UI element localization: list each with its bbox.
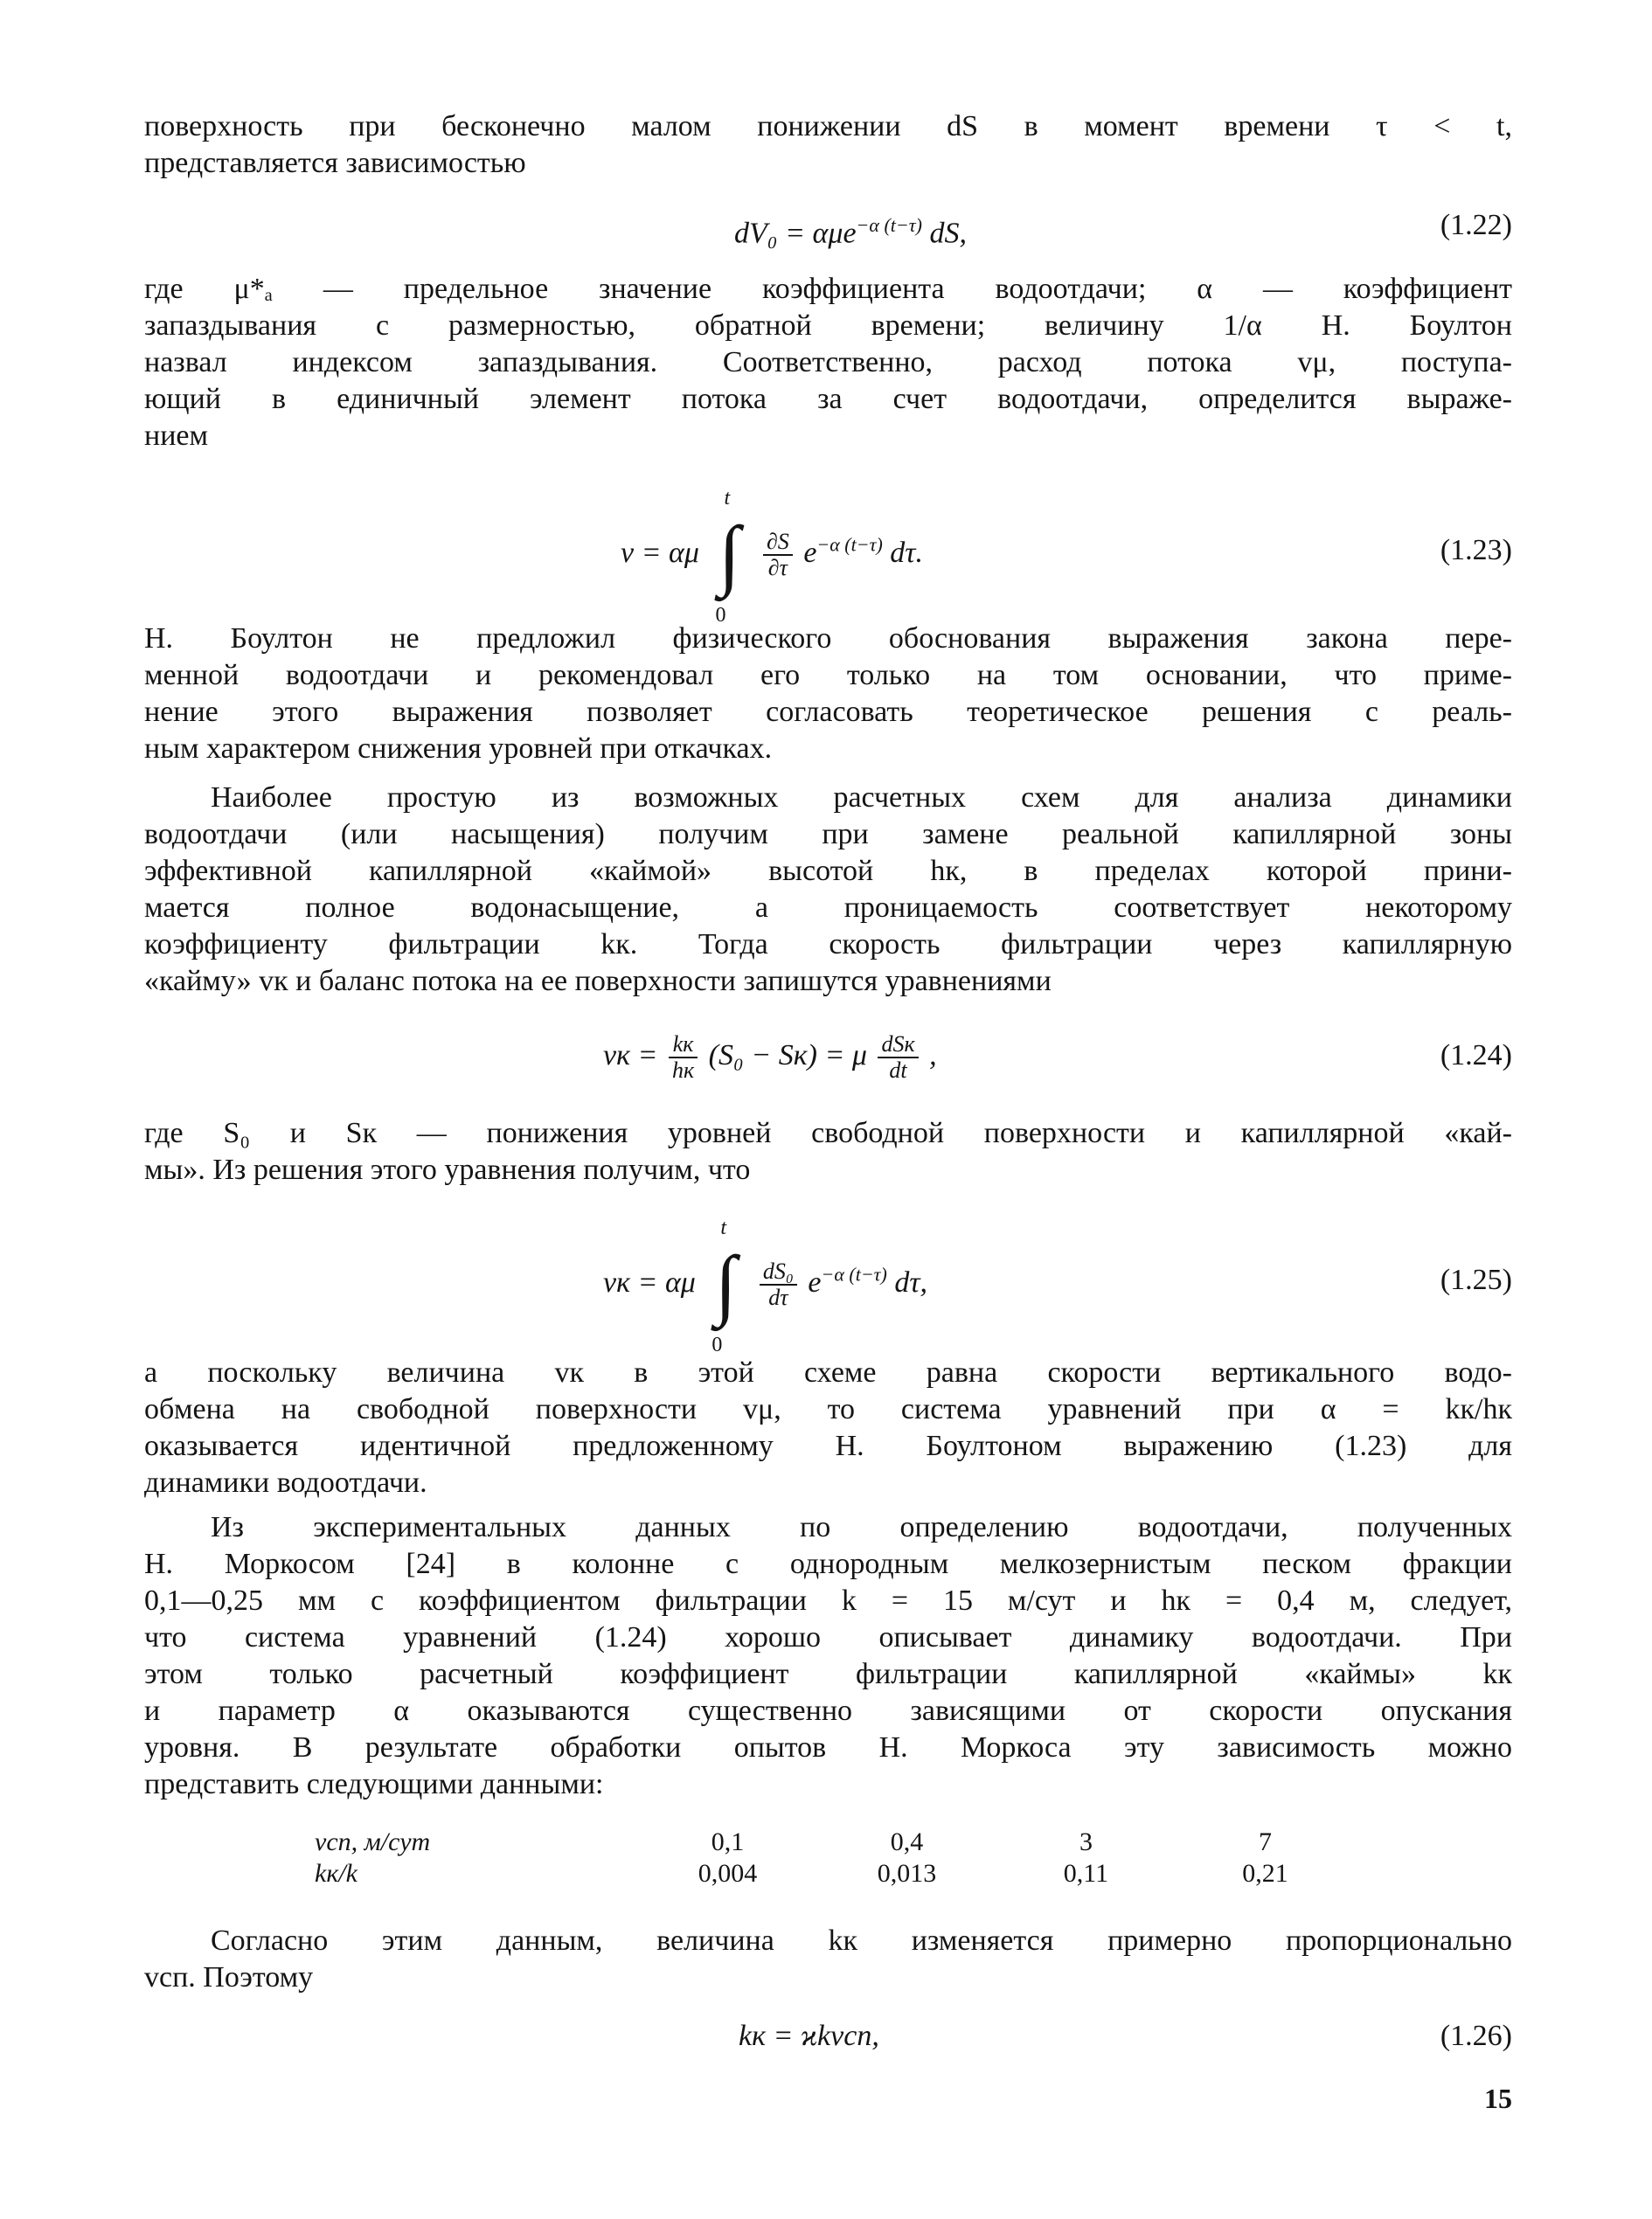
text-line: этом только расчетный коэффициент фильтрации капиллярной «каймы» kк xyxy=(144,1658,1512,1690)
eq-lhs: v = αμ xyxy=(621,536,699,569)
fraction: $\frac{\partial S}{\partial\tau}$ xyxy=(763,530,793,580)
fraction: $\frac{\text{dSк}}{dt}$ xyxy=(878,1032,918,1083)
paragraph-8 xyxy=(144,1923,1512,1996)
text-line: «кайму» vк и баланс потока на ее поверхности запишутся уравнениями xyxy=(144,965,1052,997)
eq-rhs: dτ, xyxy=(894,1266,928,1299)
table-cell: 0,4 xyxy=(890,1827,924,1856)
text-line: эффективной капиллярной «каймой» высотой hк, в пределах которой прини- xyxy=(144,855,1512,887)
equation-number: (1.25) xyxy=(1440,1264,1512,1296)
paragraph-4 xyxy=(144,780,1512,1000)
eq-lhs: vк = xyxy=(603,1039,658,1071)
equation-number: (1.23) xyxy=(1440,534,1512,566)
text-line: где S₀ и Sк — понижения уровней свободной поверхности и капиллярной «кай- xyxy=(144,1117,1512,1149)
table-cell: 0,1 xyxy=(711,1827,745,1856)
eq-exponent: −α (t−τ) xyxy=(821,1263,887,1286)
text-line: vсп. Поэтому xyxy=(144,1961,314,1994)
text-line: и параметр α оказываются существенно зависящими от скорости опускания xyxy=(144,1695,1512,1727)
text-line: уровня. В результате обработки опытов Н. Моркоса эту зависимость можно xyxy=(144,1731,1512,1764)
equation-1-23: v = αμ t ∫ 0 $\frac{\partial S}{\partial\tau}$ $e^{-\alpha (t-\tau)}$ dτ. (1.23) xyxy=(621,487,1512,627)
text-line: где μ*ₐ — предельное значение коэффициента водоотдачи; α — коэффициент xyxy=(144,273,1512,305)
paragraph-3 xyxy=(144,621,1512,767)
paragraph-5 xyxy=(144,1115,1512,1189)
table-cell: 3 xyxy=(1079,1827,1093,1856)
fraction: $\frac{kк}{hк}$ xyxy=(669,1032,698,1083)
text-line: назвал индексом запаздывания. Соответственно, расход потока vμ, поступа- xyxy=(144,346,1512,378)
text-line: мы». Из решения этого уравнения получим, что xyxy=(144,1154,751,1186)
table-row xyxy=(315,1858,1355,1890)
text-line: Согласно этим данным, величина kк изменяется примерно пропорционально xyxy=(211,1924,1512,1957)
text-line: менной водоотдачи и рекомендовал его только на том основании, что приме- xyxy=(144,659,1512,691)
equation-1-25: vк = αμ t ∫ 0 $\frac{\text{dS₀}}{d\tau}$ $e^{-\alpha (t-\tau)}$ dτ, (1.25) xyxy=(603,1217,1512,1356)
table-cell: 0,11 xyxy=(1063,1859,1109,1888)
text-line: Н. Боултон не предложил физического обоснования выражения закона пере- xyxy=(144,622,1512,655)
eq-lhs: vк = αμ xyxy=(603,1266,696,1299)
row-label: vсп, м/сут xyxy=(315,1827,431,1856)
text-line: представить следующими данными: xyxy=(144,1768,604,1800)
text-line: представляется зависимостью xyxy=(144,147,526,179)
eq-exponent: −α (t−τ) xyxy=(816,533,883,556)
text-line: что система уравнений (1.24) хорошо описывает динамику водоотдачи. При xyxy=(144,1621,1512,1654)
table-row xyxy=(315,1827,1355,1858)
paragraph-7 xyxy=(144,1509,1512,1803)
text-line: Н. Моркосом [24] в колонне с однородным мелкозернистым песком фракции xyxy=(144,1548,1512,1580)
text-line: ющий в единичный элемент потока за счет водоотдачи, определится выраже- xyxy=(144,383,1512,415)
eq-body: kк = ϰkvсп, xyxy=(739,2020,879,2052)
equation-1-22 xyxy=(144,199,1512,269)
text-line: поверхность при бесконечно малом понижении dS в момент времени τ < t, xyxy=(144,110,1512,142)
text-line: обмена на свободной поверхности vμ, то система уравнений при α = kк/hк xyxy=(144,1393,1512,1425)
text-line: а поскольку величина vк в этой схеме равна скорости вертикального водо- xyxy=(144,1356,1512,1389)
eq-rhs: dτ. xyxy=(890,536,923,569)
text-line: нение этого выражения позволяет согласовать теоретическое решения с реаль- xyxy=(144,696,1512,728)
paragraph-6 xyxy=(144,1355,1512,1501)
equation-number: (1.22) xyxy=(1440,209,1512,241)
integral-sign: t ∫ 0 xyxy=(715,487,740,627)
text-line: Из экспериментальных данных по определению водоотдачи, полученных xyxy=(211,1511,1512,1543)
text-line: оказывается идентичной предложенному Н. Боултоном выражению (1.23) для xyxy=(144,1430,1512,1462)
paragraph-2 xyxy=(144,271,1512,454)
text-line: динамики водоотдачи. xyxy=(144,1467,427,1499)
text-line: нием xyxy=(144,420,208,452)
table-cell: 0,21 xyxy=(1242,1859,1288,1888)
equation-number: (1.24) xyxy=(1440,1039,1512,1071)
text-line: коэффициенту фильтрации kк. Тогда скорость фильтрации через капиллярную xyxy=(144,928,1512,960)
table-cell: 0,013 xyxy=(877,1859,937,1888)
text-line: водоотдачи (или насыщения) получим при замене реальной капиллярной зоны xyxy=(144,818,1512,850)
data-table xyxy=(315,1827,1355,1890)
row-label: kк/k xyxy=(315,1859,357,1888)
equation-number: (1.26) xyxy=(1440,2020,1512,2052)
table-cell: 7 xyxy=(1259,1827,1272,1856)
integral-sign: t ∫ 0 xyxy=(711,1217,737,1356)
paragraph-1 xyxy=(144,108,1512,182)
equation-1-24: vк = $\frac{kк}{hк}$ (S₀ − Sк) = μ $\frac{\text{dSк}}{dt}$ , (1.24) xyxy=(144,1030,1512,1099)
text-line: запаздывания с размерностью, обратной времени; величину 1/α Н. Боултон xyxy=(144,309,1512,342)
eq-exponent: −α (t−τ) xyxy=(856,214,922,236)
text-line: 0,1—0,25 мм с коэффициентом фильтрации k = 15 м/сут и hк = 0,4 м, следует, xyxy=(144,1585,1512,1617)
eq-rhs: dS, xyxy=(929,217,967,250)
text-line: Наиболее простую из возможных расчетных схем для анализа динамики xyxy=(211,781,1512,814)
fraction: $\frac{\text{dS₀}}{d\tau}$ xyxy=(760,1259,797,1310)
page-number: 15 xyxy=(1484,2083,1512,2114)
equation-1-26 xyxy=(144,2010,1512,2080)
text-line: ным характером снижения уровней при откачках. xyxy=(144,732,773,765)
table-cell: 0,004 xyxy=(698,1859,758,1888)
text-line: мается полное водонасыщение, а проницаемость соответствует некоторому xyxy=(144,891,1512,924)
eq-lhs: dV₀ = αμe xyxy=(734,217,857,250)
